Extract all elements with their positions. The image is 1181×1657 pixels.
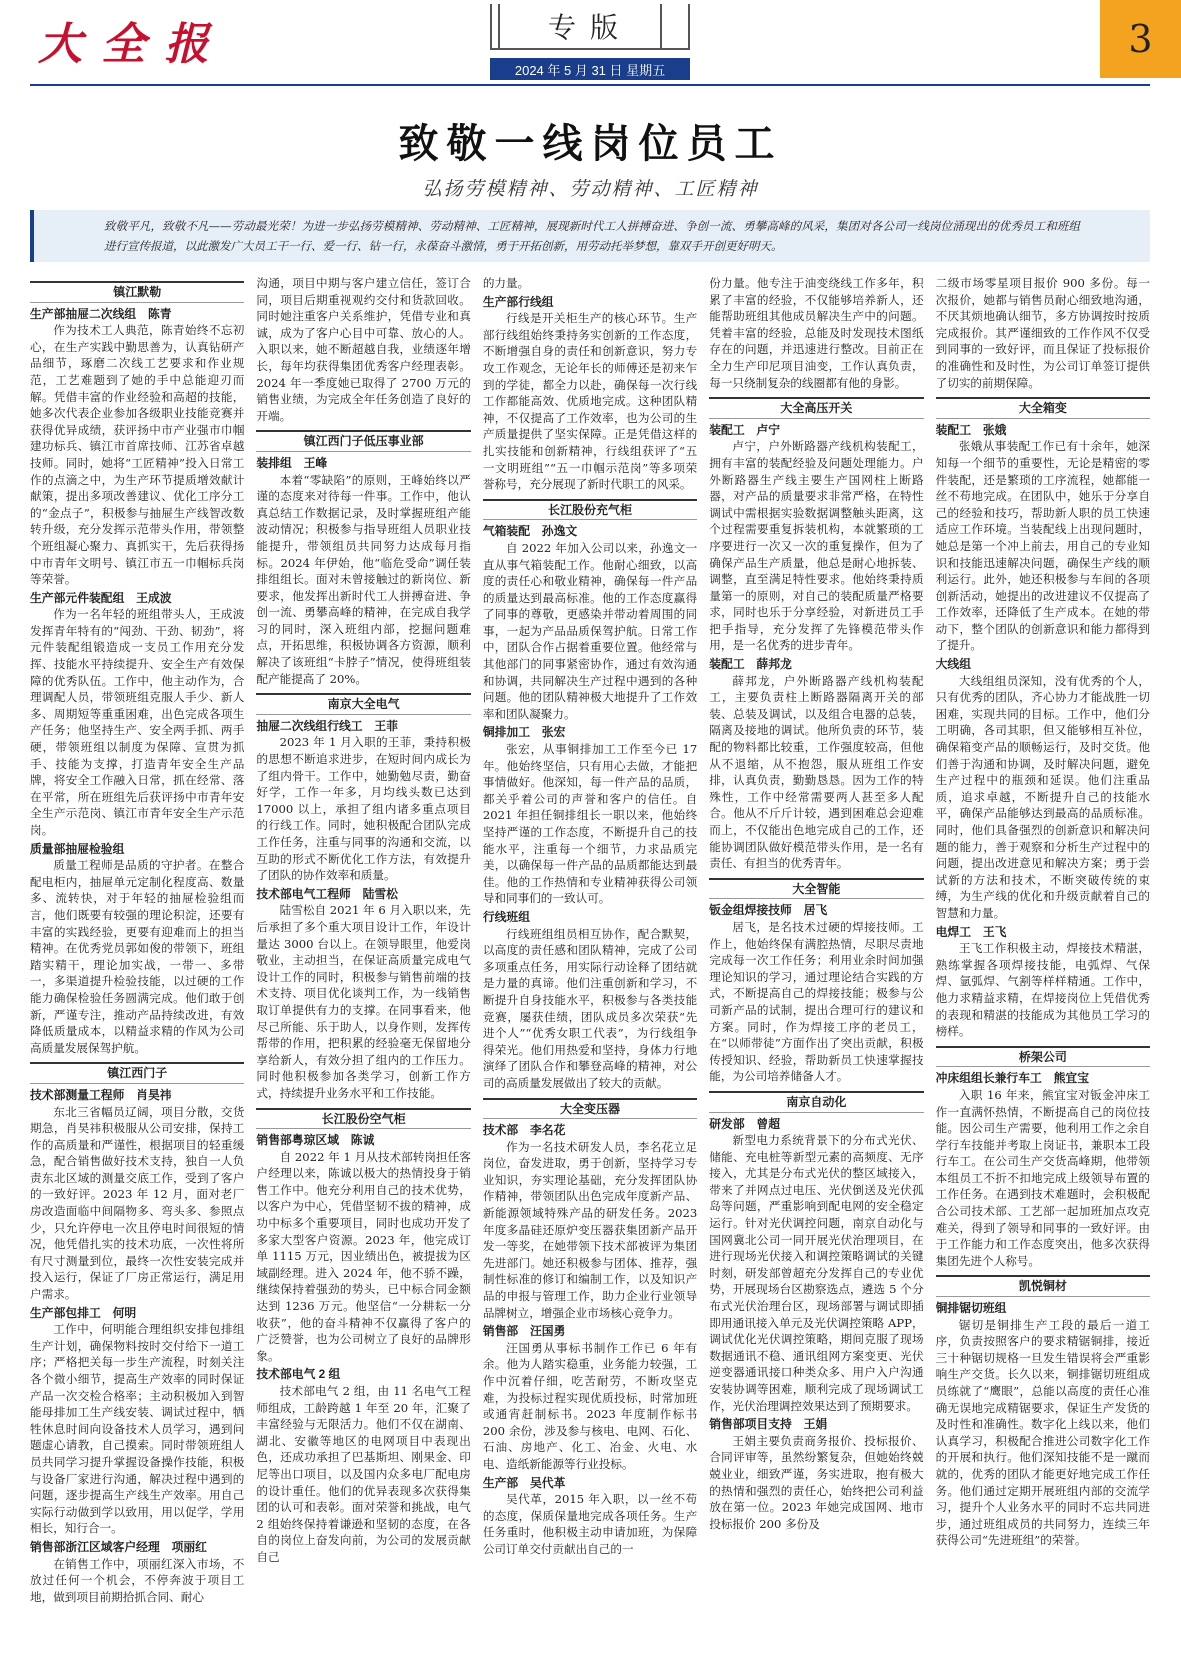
article-paragraph-continued: 的力量。 <box>482 276 530 290</box>
employee-heading: 质量部抽屉检验组 <box>30 841 125 856</box>
employee-heading: 装配工 卢宁 <box>709 422 781 437</box>
company-section-header: 镇江默勒 <box>30 281 244 303</box>
company-section-header: 桥架公司 <box>936 1046 1150 1068</box>
employee-heading: 研发部 曾超 <box>709 1116 781 1131</box>
article-columns <box>30 275 1150 1650</box>
employee-heading: 技术部电气 2 组 <box>256 1367 341 1382</box>
article-paragraph: 自 2022 年加入公司以来，孙逸文一直从事气箱装配工作。他耐心细致，以高度的责任心和敬业精神，确保每一件产品的质量达到最高标准。他的工作态度赢得了同事的尊敬，更感染并带动着周围的同事，一起为产品品质保驾护航。日常工作中，团队合作占据着重要位置。他经常与其他部门的同事紧密协作，通过有效沟通和协调，共同解决生产过程中遇到的各种问题。他的团队精神极大地提升了工作效率和团队凝聚力。 <box>482 540 698 721</box>
article-paragraph: 在销售工作中，项丽红深入市场，不放过任何一个机会，不停奔波于项目工地，做到项目前期拾抓合同、耐心 <box>30 1556 245 1604</box>
company-section-header: 大全箱变 <box>936 397 1150 419</box>
company-section-header: 大全高压开关 <box>709 397 923 419</box>
newspaper-logo: 大 全 报 <box>38 19 211 70</box>
company-section-header: 大全智能 <box>709 878 923 900</box>
article-paragraph-continued: 份力量。他专注于油变绕线工作多年，积累了丰富的经验，不仅能够培养新人，还能帮助班组其他成员解决生产中的问题。凭着丰富的经验，总能及时发现技术图纸存在的问题，并迅速进行整改。目前正在全力生产印尼项目油变，工作认真负责，每一只绕制复杂的线圈都有他的身影。 <box>709 276 924 390</box>
employee-heading: 销售部浙江区域客户经理 项丽红 <box>30 1539 207 1554</box>
page-subheadline: 弘扬劳模精神、劳动精神、工匠精神 <box>422 178 759 200</box>
company-section-header: 南京自动化 <box>709 1091 923 1113</box>
employee-heading: 技术部测量工程师 肖昊祎 <box>30 1087 172 1102</box>
employee-heading: 装配工 张娥 <box>935 422 1007 437</box>
article-paragraph: 居飞，是名技术过硬的焊接技师。工作上，他始终保有满腔热情，尽职尽责地完成每一次工作任务；利用业余时间加强理论知识的学习，通过理论结合实践的方式，不断提高自己的焊接技能；极参与公司新产品的试制，提出合理可行的建议和方案。同时，作为焊接工序的老员工，在“以师带徒”方面作出了突出贡献，积极传授知识、经验，帮助新员工快速掌握技能，为公司培养储备人才。 <box>709 919 924 1084</box>
employee-heading: 冲床组组长兼行车工 熊宜宝 <box>935 1071 1089 1086</box>
article-paragraph-continued: 二级市场零星项目报价 900 多份。每一次报价，她都与销售员耐心细致地沟通，不厌其烦地确认细节，多方协调按时按质完成报价。其严谨细致的工作作风不仅受到同事的一致好评，而且保证了投标报价的准确性和及时性，为公司订单签订提供了切实的前期保障。 <box>935 276 1151 390</box>
column-5 <box>936 275 1150 1650</box>
employee-heading: 铜排锯切班组 <box>935 1301 1007 1316</box>
edition-label: 专版 <box>490 4 690 50</box>
company-section-header: 南京大全电气 <box>256 693 470 715</box>
employee-heading: 大线组 <box>935 657 972 672</box>
employee-heading: 生产部包排工 何明 <box>30 1305 137 1320</box>
employee-heading: 抽屉二次线组行线工 王菲 <box>256 718 398 733</box>
article-paragraph: 王娟主要负责商务报价、投标报价、合同评审等，虽然纷繁复杂，但她始终兢兢业业，细致严谨，务实进取，抱有极大的热情和强烈的责任心，始终把公司利益放在第一位。2023 年她完成国网、地市投标报价 200 多份及 <box>709 1433 924 1531</box>
company-section-header: 镇江西门子 <box>30 1062 244 1084</box>
article-paragraph: 东北三省幅员辽阔，项目分散，交货期急，肖昊祎积极服从公司安排，保持工作的高质量和严谨性，根据项目的轻重缓急，配合销售做好技术支持，独自一人负责东北区域的测量交底工作，受到了客户的一致好评。2023 年 12 月，面对老厂房改造面临中间隔物多、弯头多、参照点少，只允许停电一次且停电时间很短的情况，他凭借扎实的技术功底，一次性将所有尺寸测量到位，最终一次性安装完成并投入运行，保证了厂房正常运行，满足用户需求。 <box>30 1104 245 1302</box>
employee-heading: 技术部 李名花 <box>482 1123 566 1138</box>
employee-heading: 气箱装配 孙逸文 <box>482 524 578 539</box>
page-number: 3 <box>1100 0 1181 78</box>
company-section-header: 凯悦铜材 <box>936 1275 1150 1297</box>
top-rule <box>30 84 1150 86</box>
article-paragraph: 作为一名技术研发人员，李名花立足岗位，奋发进取，勇于创新，坚持学习专业知识，夯实理论基础，充分发挥团队协作精神，带领团队出色完成年度新产品、新能源领域特殊产品的研发任务。2023 年度多晶硅还原炉变压器获集团新产品开发一等奖，在她带领下技术部被评为集团先进部门。她还积极参与团体、推荐，强制性标准的修订和编制工作，以及知识产品的申报与管理工作，助力企业行业领导品牌树立，增强企业市场核心竞争力。 <box>482 1139 698 1320</box>
article-paragraph: 汪国勇从事标书制作工作已 6 年有余。他为人踏实稳重，业务能力较强，工作中沉着仔细，吃苦耐劳，不断攻坚克难，为投标过程实现优质投标，时常加班或通宵赶制标书。2023 年度制作标书 200 余份，涉及参与核电、电网、石化、石油、房地产、化工、冶金、火电、水电、造纸新能源等行业投标。 <box>482 1340 698 1471</box>
employee-heading: 生产部元件装配组 王成波 <box>30 590 172 605</box>
employee-heading: 生产部 吴代革 <box>482 1475 566 1490</box>
article-paragraph: 作为一名年轻的班组带头人，王成波发挥青年特有的“闯劲、干劲、韧劲”，将元件装配组锻造成一支员工作用充分发挥、技能水平持续提升、安全生产有效保障的优秀队伍。工作中，他主动作为，合理调配人员，带领班组克服人手少、新人多、周期短等重重困难，出色完成各项生产任务；他坚持生产、安全两手抓、两手硬，带领班组以制度为保障、宣贯为抓手、技能为支撑，打造青年安全生产品牌，将安全工作融入日常，抓在经常、落在平常，所在班组先后获评扬中市青年安全生产示范岗、镇江市青年安全生产示范岗。 <box>30 607 245 837</box>
employee-heading: 销售部 汪国勇 <box>482 1324 566 1339</box>
employee-heading: 行线班组 <box>482 909 531 924</box>
issue-date: 2024 年 5 月 31 日 星期五 <box>490 58 690 80</box>
article-paragraph: 大线组组员深知，没有优秀的个人，只有优秀的团队，齐心协力才能战胜一切困难，实现共同的目标。工作中，他们分工明确，各司其职，但又能够相互补位，确保箱变产品的顺畅运行，及时交货。他们善于沟通和协调，及时解决问题，避免生产过程中的瓶颈和延误。他们注重品质，追求卓越，不断提升自己的技能水平，确保产品能够达到最高的品质标准。同时，他们具备强烈的创新意识和解决问题的能力，善于观察和分析生产过程中的问题，提出改进意见和解决方案；勇于尝试新的方法和技术，不断突破传统的束缚，为生产线的优化和升级贡献着自己的智慧和力量。 <box>935 673 1151 920</box>
article-paragraph-continued: 沟通，项目中期与客户建立信任，签订合同，项目后期重视观约交付和货款回收。同时她注重客户关系维护，凭借专业和真诚，成为了客户心目中可靠、放心的人。入职以来，她不断超越自我，业绩逐年增长，每年均获得集团优秀客户经理表彰。2024 年一季度她已取得了 2700 万元的销售业绩，为完成全年任务创造了良好的开端。 <box>256 276 471 423</box>
column-4 <box>709 275 923 1650</box>
article-paragraph: 张宏，从事铜排加工工作至今已 17 年。他始终坚信，只有用心去做，才能把事情做好。他深知，每一件产品的品质，都关乎着公司的声誉和客户的信任。自 2021 年担任铜排组长一职以来，他始终坚持严谨的工作态度，不断提升自己的技能水平，注重每一个细节，力求品质完美，以确保每一件产品的品质都能达到最佳。他的工作热情和专业精神获得公司领导和同事们的一致认可。 <box>482 742 698 906</box>
article-paragraph: 张娥从事装配工作已有十余年，她深知每一个细节的重要性，无论是精密的零件装配，还是繁琐的工序流程，她都能一丝不苟地完成。在团队中，她乐于分享自己的经验和技巧，帮助新人职的员工快速适应工作环境。当装配线上出现问题时，她总是第一个冲上前去，用自己的专业知识和技能迅速解决问题，确保生产线的顺利运行。此外，她还积极参与车间的各项创新活动，她提出的改进建议不仅提高了工作效率，还降低了生产成本。在她的带动下，整个团队的创新意识和能力都得到了提升。 <box>935 439 1151 653</box>
article-paragraph: 吴代革，2015 年入职，以一丝不苟的态度，保质保量地完成各项任务。生产任务重时，他积极主动申请加班，为保障公司订单交付贡献出自己的一 <box>482 1492 698 1556</box>
article-paragraph: 陆雪松自 2021 年 6 月入职以来，先后承担了多个重大项目设计工作，年设计量达 3000 台以上。在领导眼里，他爱岗敬业，主动担当，在保证高质量完成电气设计工作的同时，积极参与销售前端的技术支持、项目优化谈判工作，为一线销售取订单提供有力的支撑。在同事看来，他尽己所能、乐于助人，以身作则，发挥传帮带的作用，把积累的经验毫无保留地分享给新人，有效分担了组内的工作压力。同时他积极参加各类学习，创新工作方式，持续提升业务水平和工作技能。 <box>256 903 471 1100</box>
article-paragraph: 王飞工作积极主动，焊接技术精湛，熟练掌握各项焊接技能，电弧焊、气保焊、氩弧焊、气割等样样精通。工作中，他力求精益求精，在焊接岗位上凭借优秀的表现和精湛的技能成为其他员工学习的榜样。 <box>935 941 1151 1039</box>
employee-heading: 销售部粤琼区域 陈诚 <box>256 1133 375 1148</box>
employee-heading: 钣金组焊接技师 居飞 <box>709 903 828 918</box>
article-paragraph: 质量工程师是品质的守护者。在整合配电柜内，抽屉单元定制化程度高、数量多、流转快，对于年轻的抽屉检验组而言，他们既要有较强的理论积淀，还要有丰富的实践经验，更要有迎难而上的担当精神。在优秀党员郭如俊的带领下，班组踏实精干，理论加实战，一带一、多带一，多渠道提升检验技能，以过硬的工作能力确保检验任务圆满完成。他们敢于创新，严谨专注，推动产品持续改进，有效降低质量成本，以精益求精的作风为公司高质量发展保驾护航。 <box>30 858 245 1055</box>
employee-heading: 生产部行线组 <box>482 294 554 309</box>
employee-heading: 生产部抽屉二次线组 陈青 <box>30 306 172 321</box>
company-section-header: 长江股份空气柜 <box>256 1108 470 1130</box>
article-paragraph: 自 2022 年 1 月从技术部转岗担任客户经理以来，陈诚以极大的热情投身于销售工作中。他充分利用自己的技术优势，以客户为中心，凭借坚韧不拔的精神，成功中标多个重要项目，同时也成功开发了多家大型客户资源。2023 年，他完成订单 1115 万元，因业绩出色，被提拔为区域副经理。进入 2024 年，他不骄不躁，继续保持着强劲的势头，已中标合同金额达到 1236 万元。他坚信“一分耕耘一分收获”，他的奋斗精神不仅赢得了客户的广泛赞誉，也为公司树立了良好的品牌形象。 <box>256 1149 471 1363</box>
article-paragraph: 行线是开关柜生产的核心环节。生产部行线组始终秉持务实创新的工作态度，不断增强自身的责任和创新意识，努力专攻工作观念，无论年长的师傅还是初来乍到的学徒，都全力以赴，确保每一次行线工作都能高效、优质地完成。这种团队精神，不仅提高了工作效率，也为公司的生产质量提供了坚实保障。正是凭借这样的扎实技能和创新精神，行线组获评了“五一文明班组”“五一巾帼示范岗”等多项荣誉称号，充分展现了新时代职工的风采。 <box>482 311 698 492</box>
column-2 <box>256 275 470 1650</box>
article-paragraph: 行线班组组员相互协作，配合默契，以高度的责任感和团队精神，完成了公司多项重点任务，用实际行动诠释了团结就是力量的真谛。他们注重创新和学习，不断提升自身技能水平，积极参与各类技能竞赛，屡获佳绩，团队成员多次荣获“先进个人”“优秀女职工代表”，为行线组争得荣光。他们用热爱和坚持，身体力行地演绎了团队合作和攀登高峰的精神，对公司的高质量发展做出了较大的贡献。 <box>482 926 698 1090</box>
article-paragraph: 锯切是铜排生产工段的最后一道工序，负责按照客户的要求精锯铜排，接近三十种锯切规格一旦发生错误将会严重影响生产交货。长久以来，铜排锯切班组成员练就了“鹰眼”，总能以高度的责任心准确无误地完成精锯要求，保证生产发货的及时性和准确性。数字化上线以来，他们认真学习，积极配合推进公司数字化工作的开展和执行。他们深知技能不是一蹴而就的，优秀的团队才能更好地完成工作任务。他们通过定期开展班组内部的交流学习，提升个人业务水平的同时不忘共同进步，通过班组成员的共同努力，连续三年获得公司“先进班组”的荣誉。 <box>935 1317 1151 1548</box>
employee-heading: 装配工 薛邦龙 <box>709 657 792 672</box>
employee-heading: 技术部电气工程师 陆雪松 <box>256 886 398 901</box>
article-paragraph: 2023 年 1 月入职的王菲，秉持积极的思想不断追求进步，在短时间内成长为了组内骨干。工作中，她勤勉尽责，勤奋好学，工作一年多，月均线头数已达到 17000 以上，承担了组内诸多重点项目的行线工作。同时，她积极配合团队完成工作任务，注重与同事的沟通和交流，以互助的形式不断优化工作方法，有效提升了团队的协作效率和质量。 <box>256 735 471 883</box>
company-section-header: 镇江西门子低压事业部 <box>256 430 470 452</box>
column-1 <box>30 275 244 1650</box>
article-paragraph: 作为技术工人典范，陈青始终不忘初心，在生产实践中勤思善为，认真钻研产品细节，琢磨二次线工艺要求和作业规范，工艺难题到了她的手中总能迎刃而解。凭借丰富的作业经验和高超的技能，她多次代表企业参加各级职业技能竞赛并获得优异成绩，获评扬中市产业强市巾帼建功标兵、镇江市首席技师、江苏省卓越技师。同时，她将“工匠精神”投入日常工作的点滴之中，为生产环节提质增效献计献策，提出多项改善建议、优化工序分工的“金点子”，积极参与抽屉生产线智改数转升级，充分发挥示范带头作用，带领整个班组凝心聚力、真抓实干，先后获得扬中市青年文明号、镇江市五一巾帼标兵岗等荣誉。 <box>30 323 245 587</box>
employee-heading: 装排组 王峰 <box>256 455 328 470</box>
employee-heading: 铜排加工 张宏 <box>482 725 566 740</box>
column-3 <box>483 275 697 1650</box>
company-section-header: 大全变压器 <box>483 1098 697 1120</box>
article-paragraph: 本着“零缺陷”的原则，王峰始终以严谨的态度来对待每一件事。工作中，他认真总结工作数据记录，及时掌握班组产能波动情况；积极参与指导班组人员职业技能提升，带领组员共同努力达成每月指标。2024 年伊始，他“临危受命”调任装排组组长。面对未曾接触过的新岗位、新要求，他发挥出新时代工人拼搏奋进、争创一流、勇攀高峰的精神，在完成自我学习的同时，深入班组内部，挖掘问题难点，开拓思维，积极协调各方资源，顺利解决了该班组“卡脖子”情况，使得班组装配产能提高了 20%。 <box>256 472 471 686</box>
company-section-header: 长江股份充气柜 <box>483 499 697 521</box>
masthead <box>0 0 1181 100</box>
page-headline: 致敬一线岗位员工 <box>398 120 783 167</box>
article-paragraph: 卢宁，户外断路器产线机构装配工，拥有丰富的装配经验及问题处理能力。户外断路器生产线主要生产国网柱上断路器，对产品的质量要求非常严格，在特性调试中需根据实验数据调整触头距离，这个过程需要重复拆装机构，本就繁琐的工序要进行一次又一次的重复操作，但为了确保产品生产质量，他总是耐心地拆装、调整，直至满足特性要求。他始终秉持质量第一的原则，对自己的装配质量严格要求，同时也乐于分享经验，对新进员工手把手指导，充分发挥了先锋模范带头作用，是一名优秀的进步青年。 <box>709 439 924 653</box>
article-paragraph: 新型电力系统背景下的分布式光伏、储能、充电桩等新型元素的高频度、无序接入，尤其是分布式光伏的整区域接入，带来了并网点过电压、光伏倒送及光伏孤岛等问题，严重影响到配电网的安全稳定运行。针对光伏调控问题，南京自动化与国网冀北公司一同开展光伏治理项目，在进行现场光伏接入和调控策略调试的关键时刻，研发部曾超充分发挥自己的专业优势，开展现场台区勘察选点，遴选 5 个分布式光伏治理台区，现场部署与调试即插即用通讯接入单元及光伏调控策略 APP，调试优化光伏调控策略，期间克服了现场数据通讯不稳、通讯组网方案变更、光伏逆变器通讯接口种类众多、用户入户沟通安装协调等困难，顺利完成了现场调试工作，光伏治理调控效果达到了预期要求。 <box>709 1133 924 1413</box>
article-paragraph: 工作中，何明能合理组织安排包排组生产计划，确保物料按时交付给下一道工序；严格把关每一步生产流程，时刻关注各个微小细节，提高生产效率的同时保证产品一次交检合格率；主动积极加入到智能母排加工生产线安装、调试过程中，牺牲休息时间向设备技术人员学习，遇到问题虚心请教，自己摸索。同时带领班组人员共同学习提升掌握设备操作技能，积极与设备厂家进行沟通，解决过程中遇到的问题，逐步提高生产线生产效率。用自己实际行动做到学以致用，用以促学，学用相长，知行合一。 <box>30 1322 245 1536</box>
employee-heading: 销售部项目支持 王娟 <box>709 1417 828 1432</box>
intro-box: 致敬平凡，致敬不凡——劳动最光荣！为进一步弘扬劳模精神、劳动精神、工匠精神，展现新时代工人拼搏奋进、争创一流、勇攀高峰的风采，集团对各公司一线岗位涌现出的优秀员工和班组进行宣传报道，以此激发广大员工干一行、爱一行、钻一行，永葆奋斗激情，勇于开拓创新，用劳动托举梦想，靠双手开创更好明天。 <box>30 210 1150 262</box>
article-paragraph: 技术部电气 2 组，由 11 名电气工程师组成，工龄跨越 1 年至 20 年，汇聚了丰富经验与无限活力。他们不仅在湖南、湖北、安徽等地区的电网项目中表现出色，还成功承担了巴基斯坦、刚果金、印尼等出口项目，以及国内众多电厂配电房的设计重任。他们的优异表现多次获得集团的认可和表彰。面对荣誉和挑战，电气 2 组始终保持着谦逊和坚韧的态度，在各自的岗位上奋发向前，为公司的发展贡献自己 <box>256 1384 471 1564</box>
article-paragraph: 薛邦龙，户外断路器产线机构装配工，主要负责柱上断路器隔离开关的部装、总装及调试，以及组合电器的总装，隔离及接地的调试。他所负责的环节，装配的物料都比较重，工作强度较高，但他从不退缩，从不抱怨，服从班组工作安排，认真负责，勤勤恳恳。因为工作的特殊性，工作中经常需要两人甚至多人配合。他从不斤斤计较，遇到困难总会迎难而上，不仅能出色地完成自己的工作，还能协调团队做好模范带头作用，是一名有责任、有担当的优秀青年。 <box>709 673 924 871</box>
employee-heading: 电焊工 王飞 <box>935 924 1007 939</box>
article-paragraph: 入职 16 年来，熊宜宝对钣金冲床工作一直满怀热情，不断提高自己的岗位技能。因公司生产需要，他利用工作之余自学行车技能并考取上岗证书，兼职本工段行车工。在公司生产交货高峰期，他带领本组员工不折不扣地完成上级领导布置的工作任务。在遇到技术难题时，会积极配合公司技术部、工艺部一起加班加点攻克难关，得到了领导和同事的一致好评。由于工作能力和工作态度突出，他多次获得集团先进个人称号。 <box>935 1087 1151 1268</box>
